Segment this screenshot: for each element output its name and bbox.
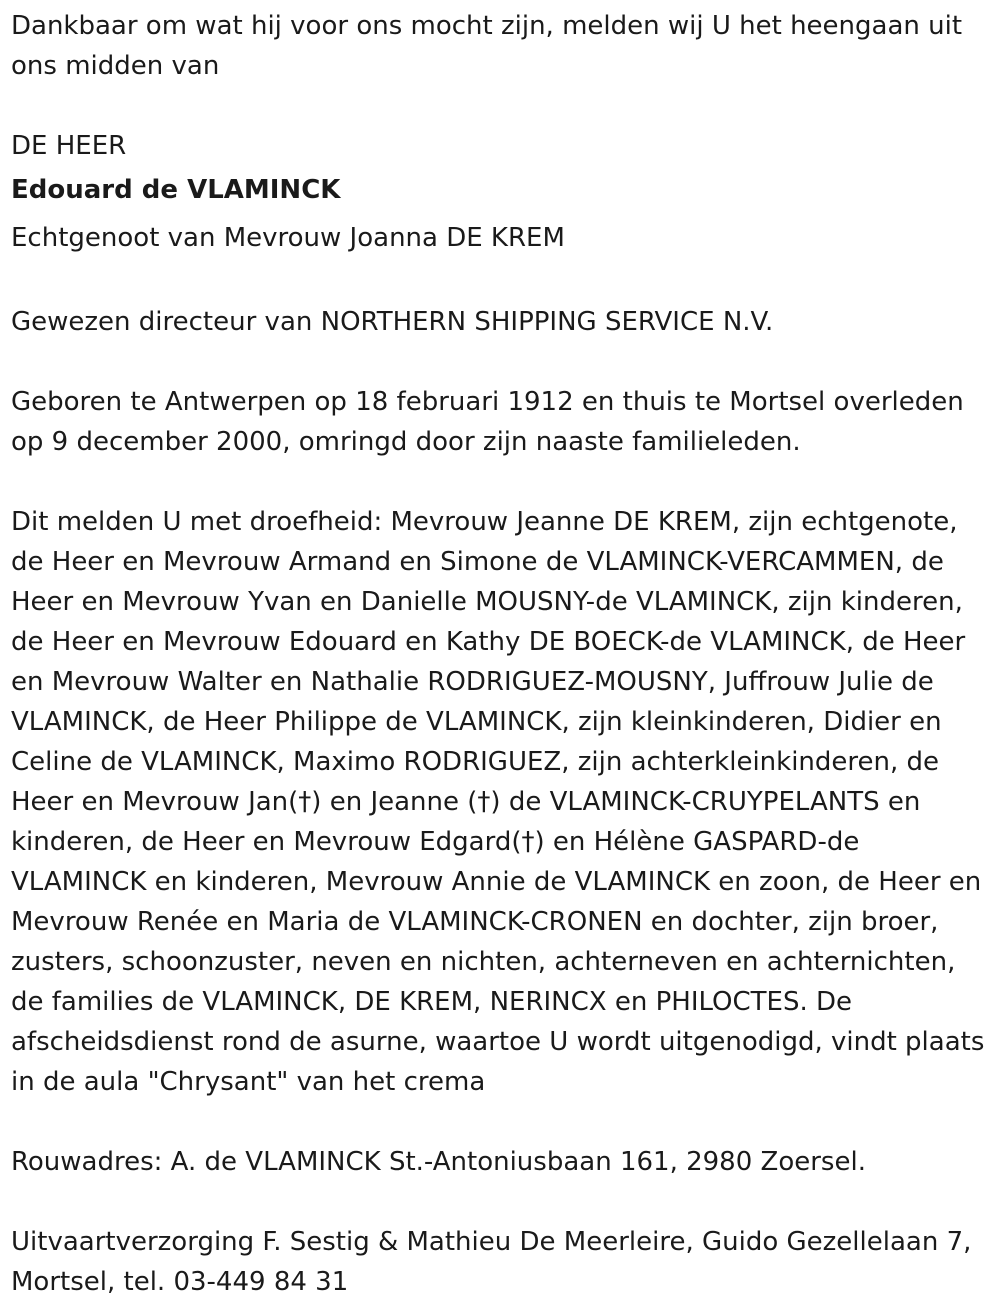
obituary-document xyxy=(11,6,996,1302)
mourning-address: Rouwadres: A. de VLAMINCK St.-Antoniusbaan 161, 2980 Zoersel. xyxy=(11,1147,866,1177)
occupation-line: Gewezen directeur van NORTHERN SHIPPING SERVICE N.V. xyxy=(11,307,774,337)
birth-death-paragraph: Geboren te Antwerpen op 18 februari 1912 en thuis te Mortsel overleden op 9 december 2000, omringd door zijn naaste familieleden. xyxy=(11,387,964,457)
deceased-name: Edouard de VLAMINCK xyxy=(11,175,341,205)
spouse-line: Echtgenoot van Mevrouw Joanna DE KREM xyxy=(11,223,565,253)
funeral-director: Uitvaartverzorging F. Sestig & Mathieu De Meerleire, Guido Gezellelaan 7, Mortsel, tel. 03-449 84 31 xyxy=(11,1227,972,1297)
family-announcement-paragraph: Dit melden U met droefheid: Mevrouw Jeanne DE KREM, zijn echtgenote, de Heer en Mevrouw Armand en Simone de VLAMINCK-VERCAMMEN, de Heer en Mevrouw Yvan en Danielle MOUSNY-de VLAMINCK, zijn kinderen, de Heer en Mevrouw Edouard en Kathy DE BOECK-de VLAMINCK, de Heer en Mevrouw Walter en Nathalie RODRIGUEZ-MOUSNY, Juffrouw Julie de VLAMINCK, de Heer Philippe de VLAMINCK, zijn kleinkinderen, Didier en Celine de VLAMINCK, Maximo RODRIGUEZ, zijn achterkleinkinderen, de Heer en Mevrouw Jan(†) en Jeanne (†) de VLAMINCK-CRUYPELANTS en kinderen, de Heer en Mevrouw Edgard(†) en Hélène GASPARD-de VLAMINCK en kinderen, Mevrouw Annie de VLAMINCK en zoon, de Heer en Mevrouw Renée en Maria de VLAMINCK-CRONEN en dochter, zijn broer, zusters, schoonzuster, neven en nichten, achterneven en achternichten, de families de VLAMINCK, DE KREM, NERINCX en PHILOCTES. De afscheidsdienst rond de asurne, waartoe U wordt uitgenodigd, vindt plaats in de aula "Chrysant" van het crema xyxy=(11,507,985,1097)
honorific-title: DE HEER xyxy=(11,131,127,161)
intro-paragraph: Dankbaar om wat hij voor ons mocht zijn, melden wij U het heengaan uit ons midden van xyxy=(11,11,963,81)
